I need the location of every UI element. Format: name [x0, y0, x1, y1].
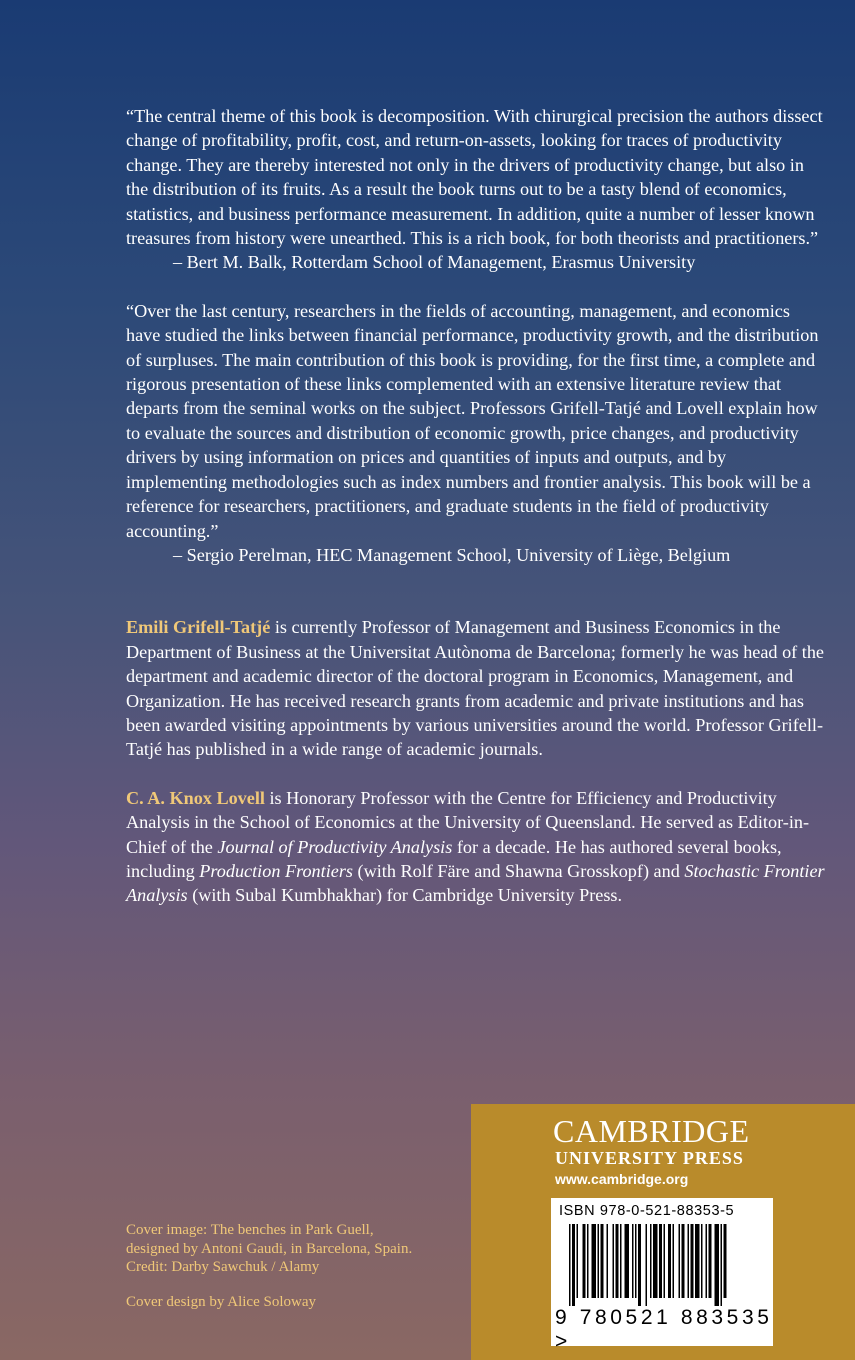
barcode-bar [724, 1224, 727, 1298]
publisher-url: www.cambridge.org [555, 1171, 689, 1187]
barcode-bar [583, 1224, 586, 1298]
author-name: Emili Grifell-Tatjé [126, 617, 271, 638]
barcode-bar [607, 1224, 609, 1298]
publisher-panel [471, 1104, 855, 1360]
photo-credit: Credit: Darby Sawchuk / Alamy [126, 1259, 320, 1275]
barcode-bar [706, 1224, 708, 1298]
cover-image-credit: designed by Antoni Gaudi, in Barcelona, Spain. [126, 1240, 413, 1257]
barcode-bar [592, 1224, 597, 1298]
barcode-bar [616, 1224, 619, 1298]
bio-text: (with Subal Kumbhakhar) for Cambridge University Press. [187, 885, 623, 906]
barcode-bar [659, 1224, 662, 1298]
endorsement-quote: “Over the last century, researchers in the fields of accounting, management, and economics have studied the links between financial performance, productivity growth, and the distribution of surpluses. The main contribution of this book is providing, for the first time, a complete and rigorous presentation of these links complemented with an extensive literature review that departs from the seminal works on the subject. Professors Grifell-Tatjé and Lovell explain how to evaluate the sources and distribution of economic growth, price changes, and productivity drivers by using information on prices and quantities of inputs and outputs, and by implementing methodologies such as index numbers and frontier analysis. This book will be a reference for researchers, practitioners, and graduate students in the field of productivity accounting.” [126, 300, 819, 541]
barcode-bar [577, 1224, 579, 1298]
bio-text: (with Rolf Färe and Shawna Grosskopf) and [353, 860, 685, 881]
barcode-bar [598, 1224, 600, 1298]
cover-design-credit: Cover design by Alice Soloway [126, 1293, 316, 1310]
barcode-bar [701, 1224, 703, 1298]
endorsement-2 [126, 299, 826, 567]
bio-text: is Honorary Professor with the Centre for Efficiency and Productivity Analysis in the School of Economics at the University of Queensland. He served as Editor-in-Chief of the [126, 787, 810, 857]
barcode-bar [709, 1224, 712, 1298]
isbn-label: ISBN 978-0-521-88353-5 [559, 1203, 735, 1219]
barcode-bar [601, 1224, 604, 1298]
cover-image-credit: Cover image: The benches in Park Guell, [126, 1222, 374, 1238]
journal-title: Journal of Productivity Analysis [217, 836, 453, 857]
barcode-bar [620, 1224, 622, 1298]
barcode-bar [635, 1224, 637, 1298]
barcode [551, 1198, 773, 1353]
barcode-bar [569, 1224, 571, 1306]
barcode-bar [650, 1224, 652, 1298]
endorsement-attribution: – Bert M. Balk, Rotterdam School of Management, Erasmus University [173, 252, 696, 273]
barcode-bar [721, 1224, 723, 1306]
barcode-bar [653, 1224, 658, 1298]
author-bio-lovell [126, 786, 826, 908]
barcode-bar [572, 1224, 575, 1306]
book-title: Stochastic Frontier Analysis [126, 860, 825, 906]
barcode-bar [691, 1224, 694, 1298]
barcode-bars [559, 1224, 765, 1306]
barcode-digits: 9 780521 883535 > [555, 1306, 773, 1353]
bio-text: for a decade. He has authored several books, including [126, 836, 782, 881]
barcode-bar [625, 1224, 630, 1298]
barcode-bar [646, 1224, 648, 1306]
barcode-bar [587, 1224, 589, 1298]
barcode-bar [715, 1224, 720, 1306]
book-title: Production Frontiers [199, 860, 353, 881]
author-bio-grifell [126, 615, 826, 761]
barcode-bar [664, 1224, 666, 1298]
barcode-bar [638, 1224, 641, 1306]
endorsement-quote: “The central theme of this book is decomposition. With chirurgical precision the authors dissect change of profitability, profit, cost, and return-on-assets, looking for traces of productivity change. They are thereby interested not only in the drivers of productivity change, but also in the distribution of its fruits. As a result the book turns out to be a tasty blend of economics, statistics, and business performance measurement. In addition, quite a number of lesser known treasures from history were unearthed. This is a rich book, for both theorists and practitioners.” [126, 106, 823, 249]
barcode-bar [688, 1224, 690, 1298]
barcode-bar [682, 1224, 685, 1298]
endorsement-attribution: – Sergio Perelman, HEC Management School, University of Liège, Belgium [173, 544, 731, 565]
barcode-bar [673, 1224, 675, 1298]
cover-credits [126, 1221, 486, 1311]
bio-text: is currently Professor of Management and Business Economics in the Department of Business at the Universitat Autònoma de Barcelona; formerly he was head of the department and academic director of the doctoral program in Economics, Management, and Organization. He has received research grants from academic and private institutions and has been awarded visiting appointments by various universities around the world. Professor Grifell-Tatjé has published in a wide range of academic journals. [126, 617, 824, 760]
author-name: C. A. Knox Lovell [126, 787, 265, 808]
barcode-bar [613, 1224, 615, 1298]
publisher-logo: CAMBRIDGE [553, 1113, 750, 1149]
endorsement-1 [126, 104, 826, 275]
back-cover-text [126, 104, 826, 932]
barcode-bar [668, 1224, 671, 1298]
barcode-bar [632, 1224, 634, 1298]
publisher-subtitle: UNIVERSITY PRESS [555, 1148, 744, 1168]
barcode-bar [679, 1224, 681, 1298]
barcode-bar [695, 1224, 700, 1298]
